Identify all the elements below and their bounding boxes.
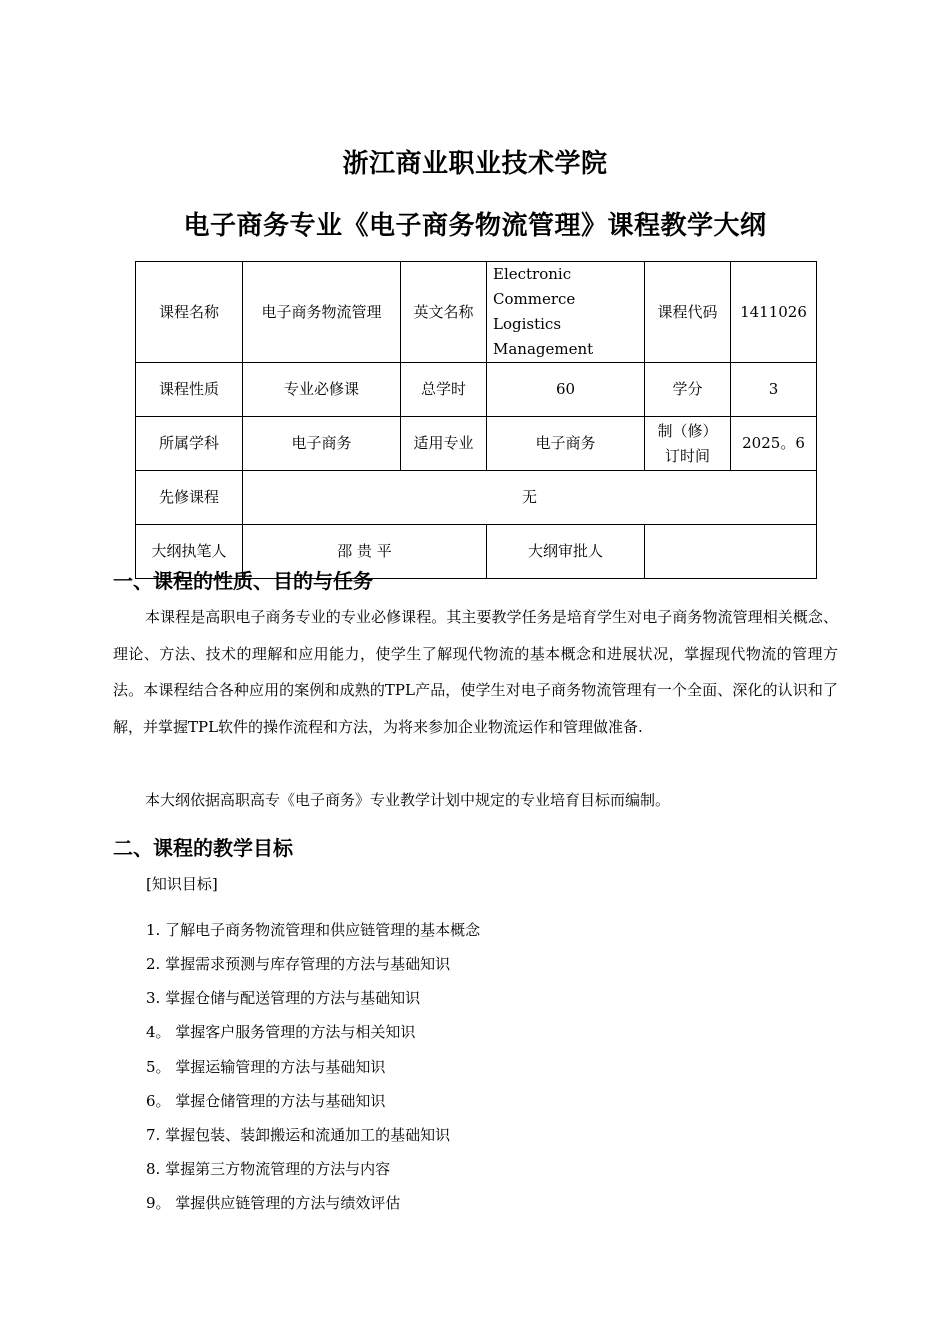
list-item: 2. 掌握需求预测与库存管理的方法与基础知识 [146,955,451,973]
syllabus-title: 电子商务专业《电子商务物流管理》课程教学大纲 [183,211,767,241]
credit-value: 3 [731,363,817,417]
subject-label: 所属学科 [136,417,243,471]
course-nature-value: 专业必修课 [243,363,401,417]
total-hours-value: 60 [487,363,645,417]
english-name-line3: Management [493,340,594,358]
list-item: 4。 掌握客户服务管理的方法与相关知识 [146,1023,416,1041]
list-item: 7. 掌握包装、装卸搬运和流通加工的基础知识 [146,1126,451,1144]
course-code-value: 1411026 [731,262,817,363]
course-name-label: 课程名称 [136,262,243,363]
course-name-value: 电子商务物流管理 [243,262,401,363]
english-name-value [487,262,645,363]
writer-label: 大纲执笔人 [136,525,243,579]
revise-time-label-line2: 订时间 [664,446,710,465]
list-item: 9。 掌握供应链管理的方法与绩效评估 [146,1194,401,1212]
approver-value [645,525,817,579]
writer-value: 邵 贵 平 [243,525,487,579]
prerequisite-label: 先修课程 [136,471,243,525]
list-item: 6。 掌握仓储管理的方法与基础知识 [146,1092,386,1110]
table-row [136,262,817,363]
major-label: 适用专业 [401,417,487,471]
revise-time-label [645,417,731,471]
section1-paragraph2: 本大纲依据高职高专《电子商务》专业教学计划中规定的专业培育目标而编制。 [145,791,671,809]
section2-heading: 二、课程的教学目标 [113,836,293,860]
list-item: 1. 了解电子商务物流管理和供应链管理的基本概念 [146,921,481,939]
table-row [136,417,817,471]
list-item: 3. 掌握仓储与配送管理的方法与基础知识 [146,989,421,1007]
course-code-label: 课程代码 [645,262,731,363]
course-info-table [135,261,817,579]
course-nature-label: 课程性质 [136,363,243,417]
school-title: 浙江商业职业技术学院 [342,149,608,179]
list-item: 5。 掌握运输管理的方法与基础知识 [146,1058,386,1076]
list-item: 8. 掌握第三方物流管理的方法与内容 [146,1160,391,1178]
table-row [136,363,817,417]
approver-label: 大纲审批人 [487,525,645,579]
english-name-label: 英文名称 [401,262,487,363]
major-value: 电子商务 [487,417,645,471]
knowledge-goal-subheading: [知识目标] [146,875,218,893]
section1-paragraph1: 本课程是高职电子商务专业的专业必修课程。其主要教学任务是培育学生对电子商务物流管理相关概念、理论、方法、技术的理解和应用能力，使学生了解现代物流的基本概念和进展状况，掌握现代物流的管理方法。本课程结合各种应用的案例和成熟的TPL产品，使学生对电子商务物流管理有一个全面、深化的认识和了解，并掌握TPL软件的操作流程和方法，为将来参加企业物流运作和管理做准备. [113,608,838,736]
revise-time-label-line1: 制（修） [657,421,718,440]
credit-label: 学分 [645,363,731,417]
total-hours-label: 总学时 [401,363,487,417]
subject-value: 电子商务 [243,417,401,471]
section1-heading: 一、课程的性质、目的与任务 [113,569,373,593]
english-name-line2: Commerce Logistics [493,290,576,333]
revise-time-value: 2025。6 [731,417,817,471]
prerequisite-value: 无 [243,471,817,525]
table-row [136,471,817,525]
english-name-line1: Electronic [493,265,572,283]
